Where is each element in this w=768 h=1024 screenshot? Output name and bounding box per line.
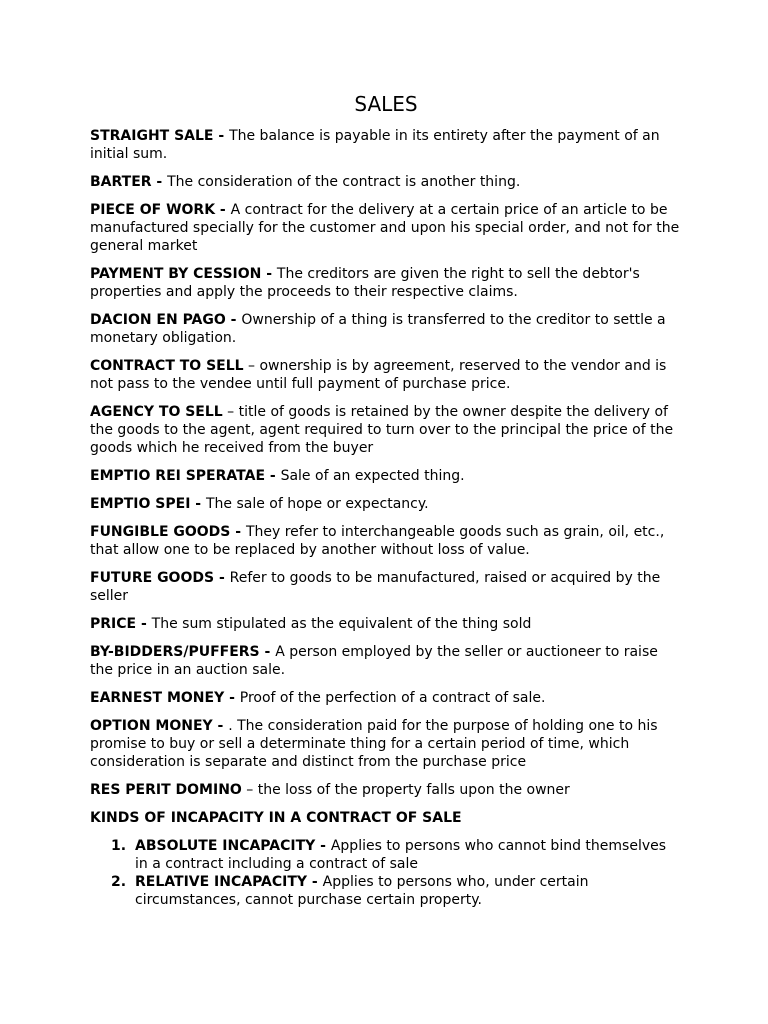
- incapacity-heading: KINDS OF INCAPACITY IN A CONTRACT OF SALE: [90, 810, 462, 826]
- definition-entry: [90, 523, 682, 559]
- definition-entry: [90, 717, 682, 771]
- entry-term: BARTER -: [90, 174, 168, 190]
- entry-term: FUNGIBLE GOODS -: [90, 524, 246, 540]
- definition-entry: [90, 643, 682, 679]
- entry-definition: The balance is payable in its entirety after the payment of an initial sum.: [90, 128, 660, 162]
- entry-term: CONTRACT TO SELL: [90, 358, 244, 374]
- definition-entry: [90, 311, 682, 347]
- entry-definition: Ownership of a thing is transferred to the creditor to settle a monetary obligation.: [90, 312, 666, 346]
- entry-definition: – ownership is by agreement, reserved to the vendor and is not pass to the vendee until full payment of purchase price.: [90, 358, 667, 392]
- entry-definition: The sum stipulated as the equivalent of the thing sold: [151, 616, 532, 632]
- list-number: 2.: [111, 874, 127, 890]
- entry-definition: . The consideration paid for the purpose of holding one to his promise to buy or sell a determinate thing for a certain period of time, which consideration is separate and distinct from the purchase price: [90, 718, 658, 770]
- list-item: [90, 837, 682, 873]
- definition-entry: [90, 495, 682, 513]
- entry-definition: A person employed by the seller or auctioneer to raise the price in an auction sale.: [90, 644, 658, 678]
- entry-term: OPTION MONEY -: [90, 718, 229, 734]
- definition-entry: [90, 403, 682, 457]
- item-definition: Applies to persons who, under certain circumstances, cannot purchase certain property.: [135, 874, 589, 908]
- item-term: ABSOLUTE INCAPACITY -: [135, 838, 331, 854]
- entry-definition: The consideration of the contract is another thing.: [167, 174, 521, 190]
- entry-definition: Proof of the perfection of a contract of sale.: [239, 690, 546, 706]
- definition-entry: [90, 173, 682, 191]
- entry-term: PAYMENT BY CESSION -: [90, 266, 277, 282]
- list-number: 1.: [111, 838, 127, 854]
- entry-term: EMPTIO SPEI -: [90, 496, 206, 512]
- entry-term: AGENCY TO SELL: [90, 404, 223, 420]
- document-page: [90, 92, 682, 909]
- definition-entry: [90, 615, 682, 633]
- definition-entry: [90, 201, 682, 255]
- list-item: [90, 873, 682, 909]
- definition-entry: [90, 781, 682, 799]
- entry-term: DACION EN PAGO -: [90, 312, 242, 328]
- incapacity-list: [90, 837, 682, 909]
- entry-definition: – title of goods is retained by the owner despite the delivery of the goods to the agent, agent required to turn over to the principal the price of the goods which he received from the buyer: [90, 404, 674, 456]
- entry-term: STRAIGHT SALE -: [90, 128, 230, 144]
- item-definition: Applies to persons who cannot bind themselves in a contract including a contract of sale: [135, 838, 667, 872]
- entry-definition: Refer to goods to be manufactured, raised or acquired by the seller: [90, 570, 661, 604]
- entry-definition: The sale of hope or expectancy.: [205, 496, 429, 512]
- entry-term: PIECE OF WORK -: [90, 202, 231, 218]
- entry-definition: Sale of an expected thing.: [280, 468, 465, 484]
- definition-entry: [90, 265, 682, 301]
- entry-term: BY-BIDDERS/PUFFERS -: [90, 644, 276, 660]
- entry-definition: The creditors are given the right to sell the debtor's properties and apply the proceeds to their respective claims.: [90, 266, 640, 300]
- document-title: SALES: [354, 92, 418, 116]
- entry-term: FUTURE GOODS -: [90, 570, 230, 586]
- definition-entry: [90, 357, 682, 393]
- entry-term: EARNEST MONEY -: [90, 690, 240, 706]
- definition-entry: [90, 689, 682, 707]
- item-term: RELATIVE INCAPACITY -: [135, 874, 323, 890]
- entry-definition: A contract for the delivery at a certain price of an article to be manufactured specially for the customer and upon his special order, and not for the general market: [90, 202, 680, 254]
- entry-term: EMPTIO REI SPERATAE -: [90, 468, 281, 484]
- entry-term: RES PERIT DOMINO: [90, 782, 242, 798]
- definition-entry: [90, 569, 682, 605]
- entry-definition: They refer to interchangeable goods such as grain, oil, etc., that allow one to be replaced by another without loss of value.: [90, 524, 665, 558]
- definition-entry: [90, 467, 682, 485]
- entry-term: PRICE -: [90, 616, 152, 632]
- definition-entry: [90, 127, 682, 163]
- entry-definition: – the loss of the property falls upon the owner: [241, 782, 570, 798]
